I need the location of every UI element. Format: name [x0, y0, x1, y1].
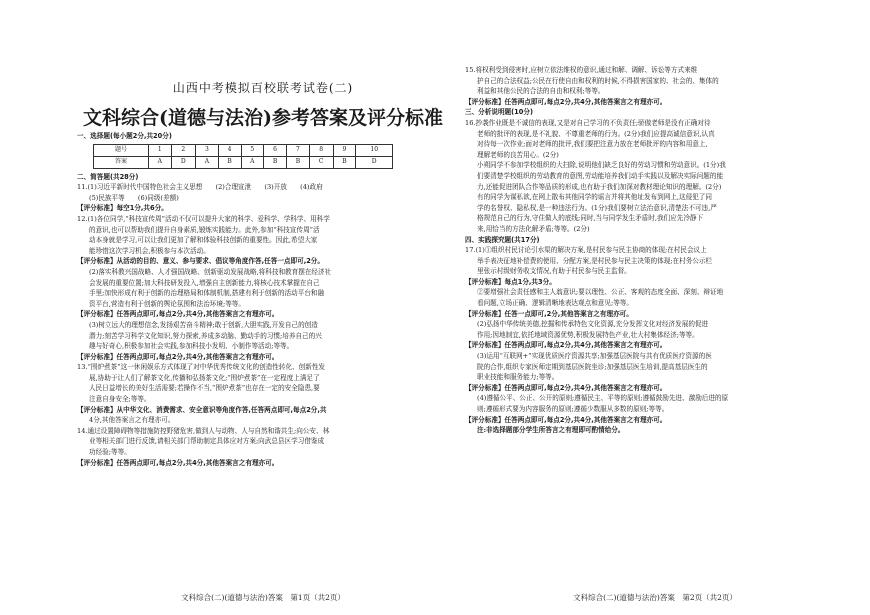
- answer-text-line: 老师的批评的表现,是不礼貌、不尊重老师的行为。(2分)我们应提高诚信意识,认真: [477, 129, 715, 138]
- question-number-cell: 2: [171, 144, 196, 156]
- answer-text-line: 人民日益增长的美好生活需要;若操作不当,“围炉煮茶”也存在一定的安全隐患,要: [89, 384, 320, 393]
- answer-text-line: 功经验;等等。: [89, 448, 131, 457]
- question-number-cell: 9: [333, 144, 356, 156]
- answer-cell: A: [196, 156, 219, 168]
- question-number-cell: 3: [196, 144, 219, 156]
- answer-text-line: 手里;加快形成有利于创新的治理格局和体制机制,搭建有利于创新的活动平台和融: [89, 289, 325, 298]
- answer-text-line: 资平台,营造有利于创新的舆论氛围和法治环境;等等。: [89, 299, 245, 308]
- answer-cell: A: [148, 156, 171, 168]
- section-short-answer-heading: 二、简答题(共28分): [77, 172, 139, 181]
- scoring-criteria-line: 【评分标准】任答两点即可,每点2分,共4分,其他答案言之有理亦可。: [465, 97, 667, 106]
- section-heading: 四、实践探究题(共17分): [465, 235, 540, 244]
- question-number-cell: 7: [286, 144, 309, 156]
- answer-text-line: 利益和其他公民的合法的自由和权利;等等。: [477, 87, 605, 96]
- answer-text-line: 力,还能促进团队合作等品质的形成,也有助于我们加深对教材理论知识的理解。(2分): [477, 182, 722, 191]
- answer-text-line: 有的同学为谋私欲,在网上散布其他同学的谣言并将其他址发布到网上,这侵犯了同: [477, 193, 712, 202]
- answer-text-line: 15.将权利受到侵害时,应树立依法维权的意识,通过和解、调解、诉讼等方式来维: [465, 66, 698, 74]
- right-answer-lines: [465, 65, 845, 436]
- answer-text-line: 潜力;刻苦学习科学文化知识,努力探索,养成多动脑、勤动手的习惯;培养自己的兴: [89, 331, 322, 340]
- question-number-cell: 1: [148, 144, 171, 156]
- answer-cell: A: [241, 156, 264, 168]
- answer-text-line: (3)运用“互联网+”实现优质医疗资源共享;加强基层医院与共有优质医疗资源的医: [477, 352, 712, 361]
- answer-text-line: 展,协助于让人们了解茶文化,传播和弘扬茶文化;“围炉煮茶”在一定程度上满足了: [89, 373, 320, 382]
- exam-title: 文科综合(道德与法治)参考答案及评分标准: [83, 107, 443, 129]
- answer-text-line: 来,用恰当的方法化解矛盾;等等。(2分): [477, 224, 590, 233]
- answer-text-line: 业等相关部门进行反馈,请相关部门帮助制定具体应对方案;向武总县区学习借鉴成: [89, 437, 325, 446]
- exam-subtitle: 山西中考模拟百校联考试卷(二): [172, 81, 354, 95]
- answer-text-line: 职业技能和服务能力;等等。: [477, 373, 559, 382]
- answer-table-row-label: 答案: [94, 156, 149, 168]
- answer-table: [93, 144, 393, 169]
- question-number-cell: 10: [356, 144, 393, 156]
- answer-text-line: 里张示村级财务收支情况,有助于村民参与民主监督。: [477, 267, 631, 276]
- answer-text-line: 格规范自己的行为,守住做人的底线;同时,当与同学发生矛盾时,我们应先冷静下: [477, 214, 704, 223]
- answer-cell: B: [333, 156, 356, 168]
- question-number-cell: 6: [264, 144, 287, 156]
- scoring-criteria-line: 【评分标准】每点1分,共3分。: [465, 277, 556, 286]
- answer-cell: B: [286, 156, 309, 168]
- answer-text-line: 13.“围炉煮茶”这一休闲娱乐方式体现了对中华优秀传统文化的创造性转化、创新性发: [77, 363, 326, 372]
- answer-cell: B: [264, 156, 287, 168]
- answer-text-line: 作用;因地制宜,依托地域资源优势,积极发展特色产业,壮大村集体经济;等等。: [477, 330, 699, 339]
- answer-text-line: 能珍惜这次学习机会,积极参与本次活动。: [89, 246, 210, 255]
- answer-cell: D: [356, 156, 393, 168]
- page-left: [77, 0, 449, 615]
- answer-cell: C: [309, 156, 333, 168]
- question-number-cell: 5: [241, 144, 264, 156]
- answer-text-line: 会发展的重要位置;加大科技研发投入,增强自主创新能力,将核心技术掌握在自己: [89, 278, 320, 287]
- answer-text-line: 16.抄袭作业既是不诚信的表现,又是对自己学习的不负责任;骄傲老师是没有正确对待: [465, 118, 711, 127]
- page-right: [465, 0, 845, 615]
- scoring-criteria-line: 【评分标准】任答两点即可,每点2分,共4分,其他答案言之有理亦可。: [77, 310, 279, 319]
- answer-text-line: 14.通过设置障碍物等措施防控野猪危害,做到人与动物、人与自然和谐共生;向公安、林: [77, 426, 330, 435]
- left-footer: 文科综合(二)(道德与法治)答案 第1页（共2页）: [181, 593, 345, 602]
- answer-cell: D: [171, 156, 196, 168]
- answer-text-line: 4分,其他答案言之有理亦可。: [89, 416, 175, 425]
- answer-table-row-label: 题号: [94, 144, 149, 156]
- scoring-criteria-line: 【评分标准】任答两点即可,每点2分,共4分,其他答案言之有理亦可。: [465, 383, 667, 392]
- answer-text-line: 12.(1)各位同学,“科技宣传周”活动不仅可以提升大家的科学、爱科学、学科学、用科学: [77, 214, 330, 223]
- answer-text-line: 学的名誉权、隐私权,是一种违法行为。(1分)我们要树立法治意识,清楚法不可违,严: [477, 203, 717, 212]
- answer-text-line: (4)遵循公平、公正、公开的原则;遵循民主、平等的原则;遵循鼓励先进、激励后进的原: [477, 394, 729, 403]
- answer-text-line: 注意自身安全;等等。: [89, 395, 151, 404]
- answer-text-line: 则;遵循形式要为内容服务的原则;遵循少数服从多数的原则;等等。: [477, 405, 669, 413]
- answer-text-line: 们要清楚学校组织的劳动教育的意图,劳动能培养我们动手实践以及解决实际问题的能: [477, 171, 724, 180]
- scoring-criteria-line: 【评分标准】任答两点即可,每点2分,共4分,其他答案言之有理亦可。: [465, 415, 667, 424]
- scoring-criteria-line: 【评分标准】任答两点即可,每点2分,共4分,其他答案言之有理亦可。: [77, 458, 279, 467]
- answer-text-line: 的意识,也可以帮助我们提升自身素质,锻炼实践能力。此外,参加“科技宣传周”活: [89, 225, 320, 234]
- answer-text-line: 小朔同学不参加学校组织的大扫除,说明他们缺乏良好的劳动习惯和劳动意识。(1分)我: [477, 161, 726, 170]
- answer-text-line: 理解老师的良苦用心。(2分): [477, 150, 559, 159]
- answer-text-line: (5)民族平等 (6)同级(差额): [89, 193, 179, 202]
- answer-text-line: (2)弘扬中华传统美德,挖掘和传承特色文化资源,充分发挥文化对经济发展的促进: [477, 320, 709, 329]
- answer-text-line: 看问题,立场正确、逻辑清晰地表达观点和意见;等等。: [477, 299, 633, 308]
- left-answer-lines: [77, 182, 449, 468]
- answer-text-line: ②要增强社会责任感和主人翁意识;要以理性、公正、客观的态度全面、深刻、辩证地: [477, 288, 724, 297]
- question-number-cell: 8: [309, 144, 333, 156]
- left-body: [77, 131, 449, 468]
- right-body: [465, 65, 845, 436]
- answer-text-line: 17.(1)①组织村民讨论引水渠的解决方案,是村民参与民主协商的体现;在村民会议上: [465, 246, 707, 255]
- scoring-criteria-line: 【评分标准】任答两点即可,每点2分,共4分,其他答案言之有理亦可。: [77, 352, 279, 361]
- scoring-criteria-line: 【评分标准】从活动的目的、意义、参与要求、倡议等角度作答,任答一点即可,2分。: [77, 257, 324, 266]
- answer-text-line: 动本身就是学习,可以让我们更加了解和体验科技创新的重要性。因此,希望大家: [89, 236, 318, 245]
- scoring-criteria-line: 【评分标准】从中华文化、消费需求、安全意识等角度作答,任答两点即可,每点2分,共: [77, 405, 327, 414]
- question-number-cell: 4: [218, 144, 241, 156]
- scoring-criteria-line: 【评分标准】任答一点即可,2分,其他答案言之有理亦可。: [465, 309, 633, 318]
- answer-text-line: (2)落实科教兴国战略、人才强国战略、创新驱动发展战略,将科技和教育摆在经济社: [89, 267, 332, 276]
- answer-text-line: 举手表决征地补偿费的使用、分配方案,是村民参与民主决策的体现;在村务公示栏: [477, 256, 713, 265]
- section-heading: 三、分析说明题(10分): [465, 108, 533, 117]
- right-footer: 文科综合(二)(道德与法治)答案 第2页（共2页）: [573, 593, 737, 602]
- answer-table-number-row: [94, 144, 393, 156]
- section-choice-heading: 一、选择题(每小题2分,共20分): [77, 132, 172, 140]
- scoring-criteria-line: 【评分标准】任答两点即可,每点2分,共4分,其他答案言之有理亦可。: [465, 341, 667, 350]
- answer-text-line: (3)树立远大的理想信念,发扬艰苦奋斗精神;敢于创新,大胆实践,开发自己的创造: [89, 320, 318, 329]
- answer-text-line: 护自己的合法权益;公民在行使自由和权利的时候,不得损害国家的、社会的、集体的: [477, 76, 719, 85]
- answer-text-line: 注:非选择题部分学生所答言之有理即可酌情给分。: [477, 426, 625, 435]
- answer-text-line: 11.(1)习近平新时代中国特色社会主义思想 (2)合理宣泄 (3)开放 (4)政府: [77, 183, 323, 192]
- answer-table-answer-row: [94, 156, 393, 168]
- answer-text-line: 趣与好奇心,积极参加社会实践,参加科技小发明、小制作等活动;等等。: [89, 342, 294, 351]
- answer-text-line: 院的合作,组织专家医师定期到基层医院坐诊;加强基层医生培训,提高基层医生的: [477, 362, 708, 371]
- scoring-criteria-line: 【评分标准】每空1分,共6分。: [77, 204, 168, 213]
- answer-cell: B: [218, 156, 241, 168]
- answer-text-line: 对待每一次作业;面对老师的批评,我们要把注意力放在老师批评的内容和用意上,: [477, 140, 708, 149]
